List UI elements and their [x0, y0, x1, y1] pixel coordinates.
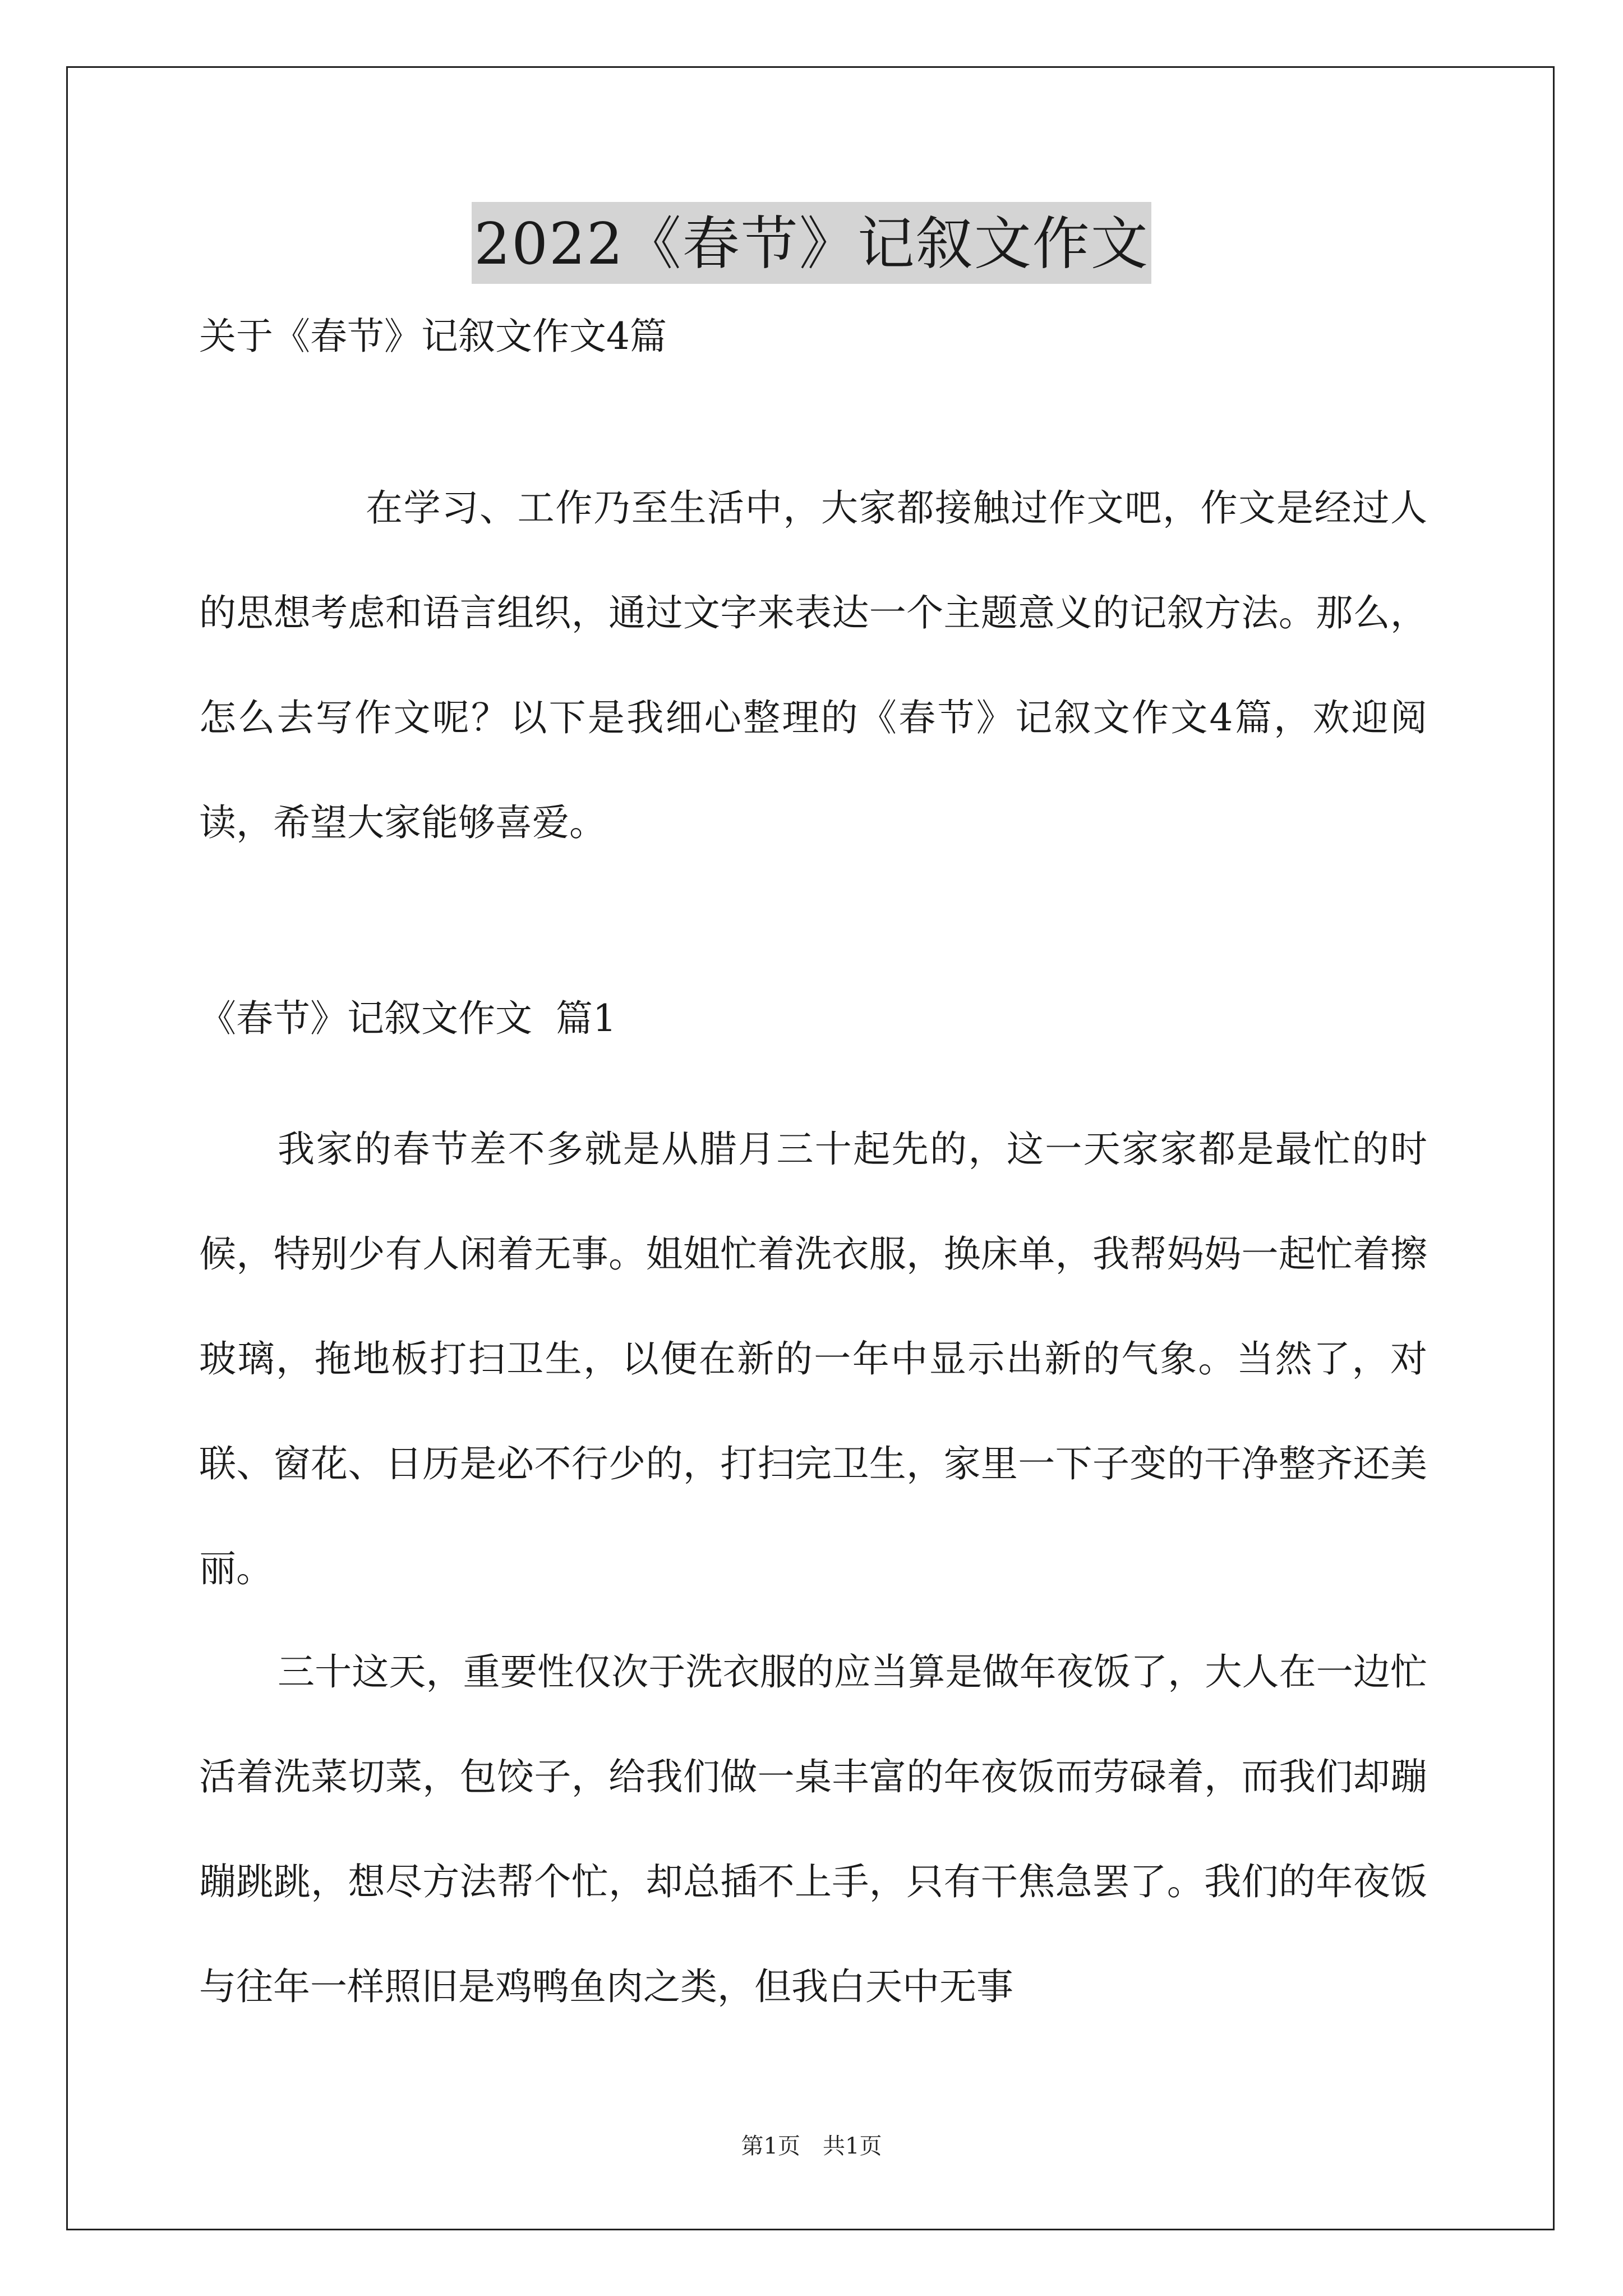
title-container: [0, 202, 1623, 284]
page-number-current: 第1页: [741, 2133, 800, 2159]
document-subtitle: 关于《春节》记叙文作文4篇: [199, 315, 667, 358]
body-paragraph-2: 三十这天，重要性仅次于洗衣服的应当算是做年夜饭了，大人在一边忙活着洗菜切菜，包饺子，给我们做一桌丰富的年夜饭而劳碌着，而我们却蹦蹦跳跳，想尽方法帮个忙，却总插不上手，只有干焦急罢了。我们的年夜饭与往年一样照旧是鸡鸭鱼肉之类，但我白天中无事: [199, 1650, 1427, 2008]
page-number-total: 共1页: [823, 2133, 882, 2159]
body-paragraph-1: 我家的春节差不多就是从腊月三十起先的，这一天家家都是最忙的时候，特别少有人闲着无事。姐姐忙着洗衣服，换床单，我帮妈妈一起忙着擦玻璃，拖地板打扫卫生，以便在新的一年中显示出新的气象。当然了，对联、窗花、日历是必不行少的，打扫完卫生，家里一下子变的干净整齐还美丽。: [199, 1128, 1427, 1590]
document-title: 2022《春节》记叙文作文: [472, 202, 1151, 284]
intro-paragraph: 在学习、工作乃至生活中，大家都接触过作文吧，作文是经过人的思想考虑和语言组织，通过文字来表达一个主题意义的记叙方法。那么，怎么去写作文呢？以下是我细心整理的《春节》记叙文作文4篇，欢迎阅读，希望大家能够喜爱。: [199, 486, 1427, 844]
page-footer: [0, 2131, 1623, 2162]
section-heading: 《春节》记叙文作文 篇1: [199, 997, 616, 1040]
